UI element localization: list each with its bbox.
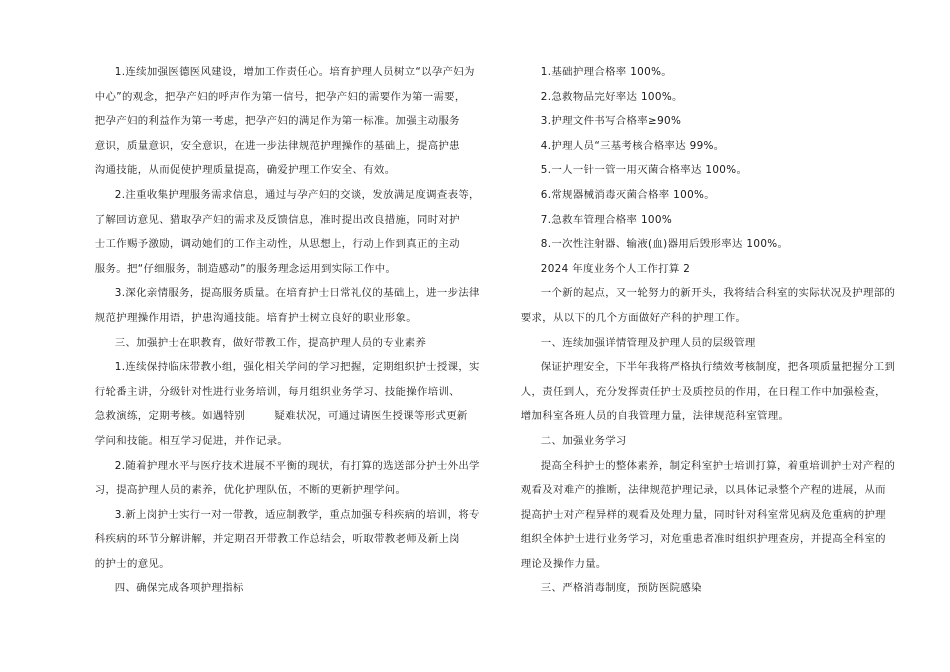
section-heading-management [501, 331, 891, 356]
paragraph-medical-ethics [75, 60, 475, 183]
indicator-item [501, 183, 891, 208]
text-line: 一个新的起点，又一轮努力的新开头，我将结合科室的实际状况及护理部的 [540, 287, 896, 300]
text-line: 2024 年度业务个人工作打算 2 [540, 262, 691, 275]
paragraph-safety [501, 355, 896, 429]
text-line: 4.护理人员“三基考核合格率达 99%。 [540, 139, 725, 152]
text-line: 急救演练，定期考核。如遇特别 疑难状况，可通过请医生授课等形式更新 [94, 410, 468, 423]
text-line: 2.急救物品完好率达 100%。 [540, 90, 683, 103]
text-line: 保证护理安全，下半年我将严格执行绩效考核制度，把各项质量把握分工到 [540, 361, 896, 374]
text-line: 理论及操作力量。 [520, 557, 607, 570]
text-line: 7.急救车管理合格率 100% [540, 213, 673, 226]
paragraph-service-feedback [75, 183, 480, 281]
text-line: 的护士的意见。 [94, 557, 170, 570]
document-subtitle [501, 257, 891, 282]
indicator-item [501, 109, 891, 134]
text-line: 1.连续加强医德医风建设，增加工作责任心。培育护理人员树立“以孕产妇为 [114, 66, 475, 78]
text-line: 5.一人一针一管一用灭菌合格率达 100%。 [540, 164, 748, 177]
paragraph-teaching-group [75, 355, 480, 453]
text-line: 提高护士对产程异样的观看及处理力量，同时针对科室常见病及危重病的护理 [520, 508, 886, 521]
text-line: 了解回访意见、猎取孕产妇的需求及反馈信息，准时提出改良措施，同时对护 [94, 213, 460, 226]
text-line: 四、确保完成各项护理指标 [114, 582, 244, 595]
text-line: 组织全体护士进行业务学习，对危重患者准时组织护理查房，并提高全科室的 [520, 533, 886, 546]
text-line: 2.注重收集护理服务需求信息，通过与孕产妇的交谈，发放满足度调查表等， [114, 188, 480, 201]
indicator-item [501, 208, 891, 233]
section-heading-indicators [75, 576, 465, 601]
text-line: 习，提高护理人员的素养，优化护理队伍，不断的更新护理学问。 [94, 484, 407, 497]
section-heading-disinfection [501, 576, 891, 601]
text-line: 规范护理操作用语，护患沟通技能。培育护士树立良好的职业形象。 [94, 311, 417, 324]
indicator-item [501, 85, 891, 110]
text-line: 8.一次性注射器、输液(血)器用后毁形率达 100%。 [540, 238, 789, 251]
text-line: 观看及对难产的推断，法律规范护理记录，以具体记录整个产程的进展，从而 [520, 484, 886, 497]
paragraph-family-service [75, 281, 480, 330]
paragraph-intro [501, 281, 896, 330]
text-line: 2.随着护理水平与医疗技术进展不平衡的现状，有打算的选送部分护士外出学 [114, 459, 480, 472]
text-line: 把孕产妇的利益作为第一考虑，把孕产妇的满足作为第一标准。加强主动服务 [94, 115, 460, 128]
text-line: 3.深化亲情服务，提高服务质量。在培育护士日常礼仪的基础上，进一步法律 [114, 287, 480, 300]
indicator-item [501, 134, 891, 159]
text-line: 沟通技能，从而促使护理质量提高，确爱护理工作安全、有效。 [94, 164, 396, 177]
text-line: 6.常规器械消毒灭菌合格率 100%。 [540, 188, 716, 201]
text-line: 士工作赐予激励，调动她们的工作主动性，从思想上，行动上作到真正的主动 [94, 238, 460, 251]
text-line: 1.基础护理合格率 100%。 [540, 66, 673, 78]
text-line: 1.连续保持临床带教小组，强化相关学问的学习把握，定期组织护士授课，实 [114, 361, 480, 374]
text-line: 服务。把“仔细服务，制造感动”的服务理念运用到实际工作中。 [94, 262, 397, 275]
right-column [501, 60, 896, 601]
text-line: 三、严格消毒制度，预防医院感染 [540, 582, 702, 595]
section-heading-study [501, 429, 891, 454]
text-line: 增加科室各班人员的自我管理力量，法律规范科室管理。 [520, 410, 790, 423]
text-line: 学问和技能。相互学习促进，并作记录。 [94, 434, 289, 447]
text-line: 三、加强护士在职教育，做好带教工作，提高护理人员的专业素养 [114, 336, 427, 349]
text-line: 3.护理文件书写合格率≥90% [540, 115, 682, 128]
text-line: 科疾病的环节分解讲解，并定期召开带教工作总结会，听取带教老师及新上岗 [94, 533, 460, 546]
text-line: 一、连续加强详情管理及护理人员的层级管理 [540, 336, 756, 349]
paragraph-external-study [75, 454, 480, 503]
indicator-item [501, 232, 891, 257]
paragraph-training [501, 454, 896, 577]
text-line: 中心”的观念，把孕产妇的呼声作为第一信号，把孕产妇的需要作为第一需要， [94, 90, 466, 103]
text-line: 3.新上岗护士实行一对一带教，适应制教学，重点加强专科疾病的培训，将专 [114, 508, 480, 521]
text-line: 意识，质量意识，安全意识，在进一步法律规范护理操作的基础上，提高护患 [94, 139, 460, 152]
section-heading-education [75, 331, 465, 356]
text-line: 行轮番主讲，分级针对性进行业务培训，每月组织业务学习、技能操作培训、 [94, 385, 460, 398]
left-column [75, 60, 480, 601]
text-line: 要求，从以下的几个方面做好产科的护理工作。 [520, 311, 747, 324]
text-line: 人，责任到人，充分发挥责任护士及质控员的作用，在日程工作中加强检查， [520, 385, 886, 398]
text-line: 二、加强业务学习 [540, 434, 627, 447]
indicator-item [501, 158, 891, 183]
indicator-item [501, 60, 891, 85]
paragraph-new-nurse-mentoring [75, 503, 480, 577]
text-line: 提高全科护士的整体素养，制定科室护士培训打算，着重培训护士对产程的 [540, 459, 896, 472]
